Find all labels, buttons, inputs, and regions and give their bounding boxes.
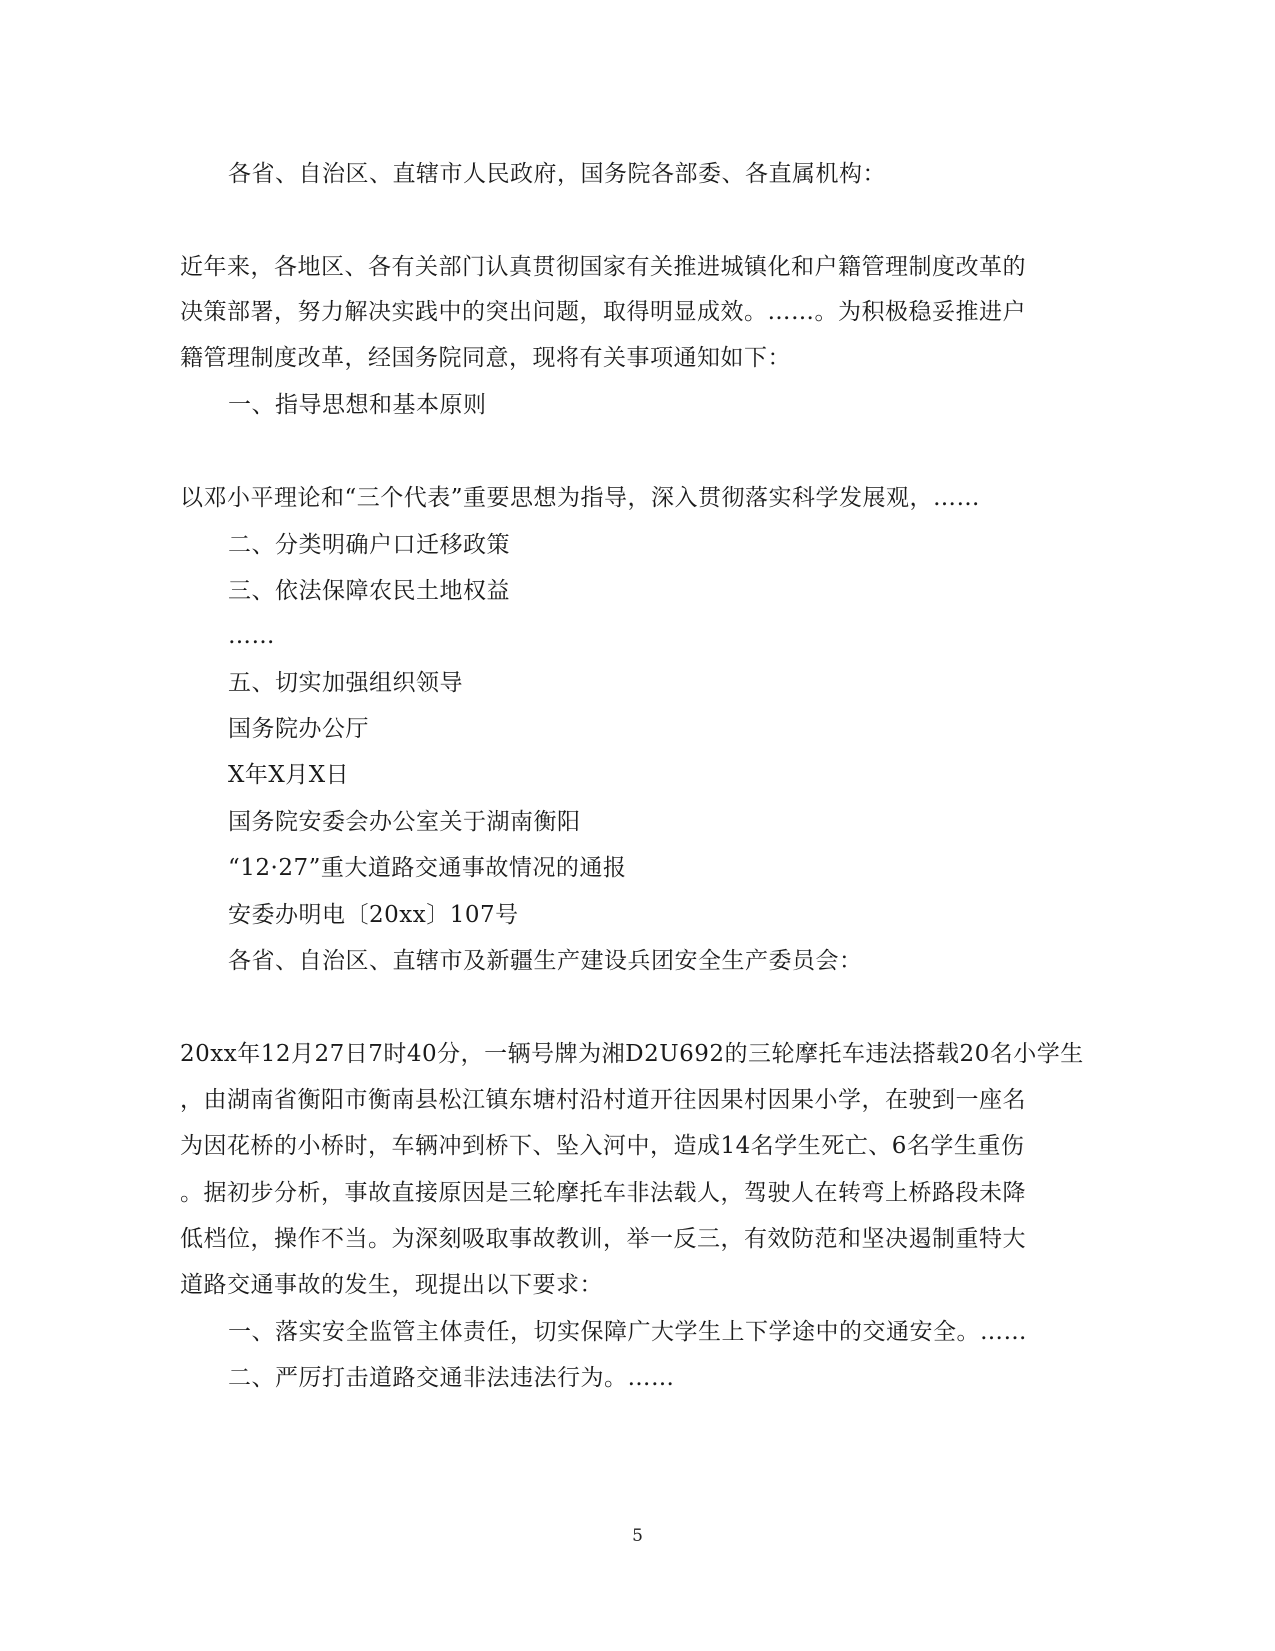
notice2-body-line-5: 低档位，操作不当。为深刻吸取事故教训，举一反三，有效防范和坚决遏制重特大 <box>180 1226 1026 1252</box>
notice1-heading-2: 二、分类明确户口迁移政策 <box>228 532 510 558</box>
notice1-intro-line-2: 决策部署，努力解决实践中的突出问题，取得明显成效。……。为积极稳妥推进户 <box>180 299 1026 325</box>
notice1-intro-line-1: 近年来，各地区、各有关部门认真贯彻国家有关推进城镇化和户籍管理制度改革的 <box>180 254 1026 280</box>
notice2-salutation: 各省、自治区、直辖市及新疆生产建设兵团安全生产委员会： <box>228 948 863 974</box>
notice1-principle-text: 以邓小平理论和“三个代表”重要思想为指导，深入贯彻落实科学发展观，…… <box>180 485 981 511</box>
notice2-body-line-4: 。据初步分析，事故直接原因是三轮摩托车非法载人，驾驶人在转弯上桥路段未降 <box>180 1180 1026 1206</box>
notice1-date: X年X月X日 <box>228 762 350 788</box>
notice2-body-line-3: 为因花桥的小桥时，车辆冲到桥下、坠入河中，造成14名学生死亡、6名学生重伤 <box>180 1133 1025 1159</box>
notice1-ellipsis: …… <box>228 623 275 649</box>
notice2-title-line-2: “12·27”重大道路交通事故情况的通报 <box>228 855 627 881</box>
page-number: 5 <box>632 1526 643 1546</box>
notice1-heading-3: 三、依法保障农民土地权益 <box>228 578 510 604</box>
notice1-issuer: 国务院办公厅 <box>228 716 369 742</box>
notice1-salutation: 各省、自治区、直辖市人民政府，国务院各部委、各直属机构： <box>228 161 886 187</box>
notice2-body-line-2: ，由湖南省衡阳市衡南县松江镇东塘村沿村道开往因果村因果小学，在驶到一座名 <box>180 1087 1026 1113</box>
notice1-intro-line-3: 籍管理制度改革，经国务院同意，现将有关事项通知如下： <box>180 345 791 371</box>
notice2-title-line-1: 国务院安委会办公室关于湖南衡阳 <box>228 809 581 835</box>
notice2-requirement-1: 一、落实安全监管主体责任，切实保障广大学生上下学途中的交通安全。…… <box>228 1319 1027 1345</box>
notice2-doc-number: 安委办明电〔20xx〕107号 <box>228 902 519 928</box>
notice2-requirement-2: 二、严厉打击道路交通非法违法行为。…… <box>228 1365 675 1391</box>
notice1-heading-5: 五、切实加强组织领导 <box>228 670 463 696</box>
notice1-heading-1: 一、指导思想和基本原则 <box>228 392 487 418</box>
notice2-body-line-6: 道路交通事故的发生，现提出以下要求： <box>180 1272 603 1298</box>
notice2-body-line-1: 20xx年12月27日7时40分，一辆号牌为湘D2U692的三轮摩托车违法搭载20名小学生 <box>180 1041 1084 1067</box>
